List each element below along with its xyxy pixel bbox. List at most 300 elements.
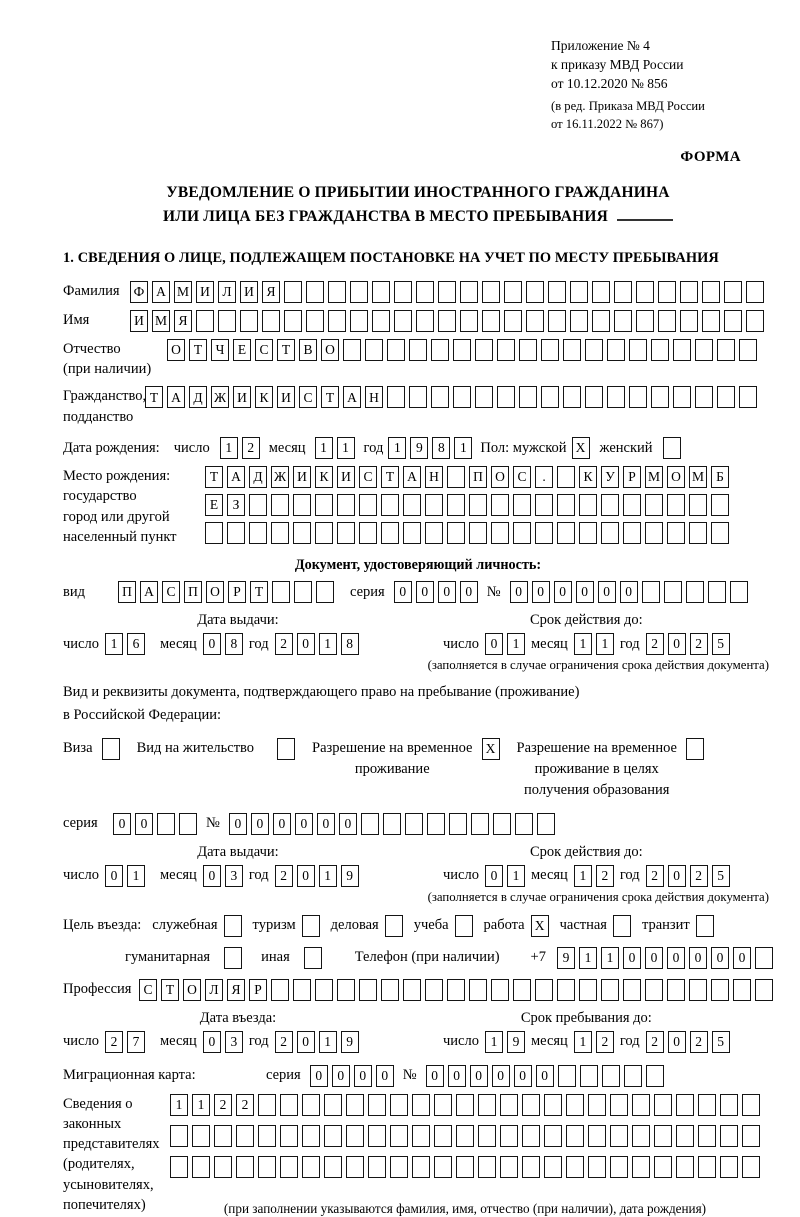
char-box[interactable]: И [337,466,355,488]
char-box[interactable]: О [491,466,509,488]
char-box[interactable] [478,1156,496,1178]
char-box[interactable] [368,1094,386,1116]
char-box[interactable]: А [403,466,421,488]
char-box[interactable]: Б [711,466,729,488]
char-box[interactable] [337,522,355,544]
char-box[interactable] [623,522,641,544]
char-box[interactable]: Р [249,979,267,1001]
char-box[interactable] [676,1125,694,1147]
char-box[interactable] [541,339,559,361]
char-box[interactable]: М [152,310,170,332]
char-box[interactable]: О [667,466,685,488]
char-box[interactable]: О [183,979,201,1001]
char-box[interactable] [272,581,290,603]
char-box[interactable]: 9 [410,437,428,459]
char-box[interactable] [563,386,581,408]
char-box[interactable]: С [513,466,531,488]
char-box[interactable] [557,494,575,516]
char-box[interactable] [456,1125,474,1147]
char-box[interactable]: К [579,466,597,488]
char-box[interactable]: 0 [668,633,686,655]
char-box[interactable] [236,1156,254,1178]
char-box[interactable] [394,281,412,303]
char-box[interactable] [350,310,368,332]
char-box[interactable] [548,281,566,303]
char-box[interactable]: А [167,386,185,408]
char-box[interactable]: 0 [460,581,478,603]
char-box[interactable] [730,581,748,603]
purpose-work-checkbox[interactable]: X [531,915,549,937]
char-box[interactable] [431,339,449,361]
char-box[interactable] [673,339,691,361]
char-box[interactable]: Е [205,494,223,516]
char-box[interactable]: 1 [319,1031,337,1053]
char-box[interactable] [403,979,421,1001]
char-box[interactable]: 3 [225,1031,243,1053]
char-box[interactable] [541,386,559,408]
char-box[interactable] [497,339,515,361]
char-box[interactable] [316,581,334,603]
char-box[interactable]: 0 [554,581,572,603]
char-box[interactable]: Ч [211,339,229,361]
char-box[interactable] [651,339,669,361]
char-box[interactable] [359,979,377,1001]
char-box[interactable] [689,522,707,544]
char-box[interactable] [566,1094,584,1116]
char-box[interactable] [664,581,682,603]
char-box[interactable] [447,466,465,488]
char-box[interactable]: Д [249,466,267,488]
char-box[interactable] [249,522,267,544]
char-box[interactable]: 1 [579,947,597,969]
char-box[interactable] [361,813,379,835]
char-box[interactable] [708,581,726,603]
char-box[interactable] [535,522,553,544]
char-box[interactable] [328,310,346,332]
char-box[interactable] [469,494,487,516]
char-box[interactable] [646,1065,664,1087]
char-box[interactable] [702,281,720,303]
char-box[interactable] [262,310,280,332]
char-box[interactable]: 1 [601,947,619,969]
char-box[interactable] [755,979,773,1001]
char-box[interactable] [717,339,735,361]
char-box[interactable] [170,1125,188,1147]
char-box[interactable] [328,281,346,303]
char-box[interactable] [412,1125,430,1147]
char-box[interactable]: 0 [485,865,503,887]
char-box[interactable] [698,1125,716,1147]
char-box[interactable] [403,522,421,544]
char-box[interactable]: 0 [203,865,221,887]
char-box[interactable]: 9 [557,947,575,969]
char-box[interactable] [526,310,544,332]
char-box[interactable] [588,1125,606,1147]
char-box[interactable] [427,813,445,835]
char-box[interactable] [293,979,311,1001]
char-box[interactable] [416,281,434,303]
char-box[interactable] [343,339,361,361]
char-box[interactable] [390,1094,408,1116]
char-box[interactable] [205,522,223,544]
char-box[interactable]: О [206,581,224,603]
char-box[interactable]: 2 [596,1031,614,1053]
char-box[interactable] [742,1156,760,1178]
char-box[interactable] [460,310,478,332]
char-box[interactable] [258,1125,276,1147]
char-box[interactable]: 8 [341,633,359,655]
char-box[interactable] [372,281,390,303]
char-box[interactable]: 0 [135,813,153,835]
char-box[interactable]: М [645,466,663,488]
char-box[interactable] [623,494,641,516]
char-box[interactable] [359,522,377,544]
char-box[interactable]: С [139,979,157,1001]
char-box[interactable] [570,310,588,332]
char-box[interactable]: 0 [426,1065,444,1087]
char-box[interactable] [580,1065,598,1087]
char-box[interactable] [434,1156,452,1178]
char-box[interactable]: Т [145,386,163,408]
char-box[interactable]: Л [205,979,223,1001]
char-box[interactable] [746,281,764,303]
char-box[interactable]: Т [381,466,399,488]
char-box[interactable]: О [167,339,185,361]
char-box[interactable]: 1 [220,437,238,459]
char-box[interactable] [346,1156,364,1178]
purpose-private-checkbox[interactable] [613,915,631,937]
char-box[interactable]: 0 [113,813,131,835]
char-box[interactable] [381,979,399,1001]
char-box[interactable] [558,1065,576,1087]
char-box[interactable]: 8 [432,437,450,459]
char-box[interactable]: 1 [105,633,123,655]
char-box[interactable] [676,1156,694,1178]
char-box[interactable] [585,339,603,361]
char-box[interactable] [667,494,685,516]
char-box[interactable] [585,386,603,408]
char-box[interactable]: О [321,339,339,361]
char-box[interactable] [258,1094,276,1116]
char-box[interactable] [447,494,465,516]
char-box[interactable] [526,281,544,303]
char-box[interactable] [284,310,302,332]
char-box[interactable] [720,1125,738,1147]
char-box[interactable] [324,1094,342,1116]
char-box[interactable] [658,281,676,303]
char-box[interactable]: И [233,386,251,408]
purpose-official-checkbox[interactable] [224,915,242,937]
char-box[interactable] [425,979,443,1001]
char-box[interactable] [522,1156,540,1178]
char-box[interactable] [478,1094,496,1116]
char-box[interactable] [500,1156,518,1178]
char-box[interactable]: 0 [376,1065,394,1087]
char-box[interactable] [654,1125,672,1147]
char-box[interactable]: С [162,581,180,603]
char-box[interactable] [711,494,729,516]
char-box[interactable] [394,310,412,332]
char-box[interactable] [676,1094,694,1116]
char-box[interactable]: Т [189,339,207,361]
char-box[interactable]: Ж [211,386,229,408]
char-box[interactable]: 1 [507,865,525,887]
char-box[interactable]: П [118,581,136,603]
char-box[interactable] [645,979,663,1001]
char-box[interactable]: 5 [712,865,730,887]
char-box[interactable] [409,339,427,361]
char-box[interactable] [249,494,267,516]
char-box[interactable] [563,339,581,361]
char-box[interactable] [157,813,175,835]
char-box[interactable]: 1 [454,437,472,459]
char-box[interactable] [557,466,575,488]
char-box[interactable] [434,1094,452,1116]
char-box[interactable] [695,339,713,361]
char-box[interactable] [293,494,311,516]
char-box[interactable]: 2 [646,865,664,887]
temp-residence-education-checkbox[interactable] [686,738,704,760]
purpose-study-checkbox[interactable] [455,915,473,937]
char-box[interactable]: 0 [485,633,503,655]
char-box[interactable]: 1 [574,1031,592,1053]
char-box[interactable]: 0 [203,1031,221,1053]
char-box[interactable] [733,979,751,1001]
char-box[interactable] [460,281,478,303]
char-box[interactable]: И [277,386,295,408]
char-box[interactable] [544,1094,562,1116]
char-box[interactable]: Р [623,466,641,488]
char-box[interactable] [689,979,707,1001]
char-box[interactable]: Я [227,979,245,1001]
char-box[interactable]: 1 [127,865,145,887]
char-box[interactable]: Т [277,339,295,361]
char-box[interactable] [491,979,509,1001]
char-box[interactable]: Н [425,466,443,488]
char-box[interactable] [337,979,355,1001]
char-box[interactable] [658,310,676,332]
char-box[interactable] [629,386,647,408]
char-box[interactable]: 0 [297,633,315,655]
char-box[interactable]: И [196,281,214,303]
char-box[interactable]: 0 [510,581,528,603]
char-box[interactable] [537,813,555,835]
char-box[interactable] [475,339,493,361]
char-box[interactable]: 0 [332,1065,350,1087]
char-box[interactable] [284,281,302,303]
char-box[interactable] [383,813,401,835]
char-box[interactable] [566,1125,584,1147]
char-box[interactable]: С [255,339,273,361]
char-box[interactable] [689,494,707,516]
char-box[interactable]: 9 [341,865,359,887]
char-box[interactable] [513,979,531,1001]
char-box[interactable] [302,1094,320,1116]
char-box[interactable] [535,979,553,1001]
char-box[interactable] [302,1125,320,1147]
purpose-humanitarian-checkbox[interactable] [224,947,242,969]
char-box[interactable] [632,1156,650,1178]
char-box[interactable] [636,281,654,303]
char-box[interactable]: 0 [733,947,751,969]
char-box[interactable]: 9 [507,1031,525,1053]
char-box[interactable] [629,339,647,361]
char-box[interactable] [601,979,619,1001]
char-box[interactable]: 1 [388,437,406,459]
purpose-other-checkbox[interactable] [304,947,322,969]
char-box[interactable] [566,1156,584,1178]
char-box[interactable] [359,494,377,516]
char-box[interactable] [610,1125,628,1147]
char-box[interactable]: Л [218,281,236,303]
char-box[interactable]: М [689,466,707,488]
temp-residence-checkbox[interactable]: X [482,738,500,760]
char-box[interactable] [271,979,289,1001]
char-box[interactable] [416,310,434,332]
char-box[interactable] [447,522,465,544]
char-box[interactable]: 0 [229,813,247,835]
char-box[interactable] [557,979,575,1001]
char-box[interactable] [519,386,537,408]
char-box[interactable] [368,1125,386,1147]
char-box[interactable] [570,281,588,303]
char-box[interactable] [645,494,663,516]
char-box[interactable] [293,522,311,544]
char-box[interactable] [522,1094,540,1116]
char-box[interactable] [579,979,597,1001]
char-box[interactable] [365,339,383,361]
char-box[interactable] [240,310,258,332]
char-box[interactable]: 0 [297,865,315,887]
char-box[interactable]: И [130,310,148,332]
char-box[interactable] [447,979,465,1001]
char-box[interactable] [434,1125,452,1147]
char-box[interactable] [645,522,663,544]
char-box[interactable] [601,522,619,544]
char-box[interactable]: 0 [251,813,269,835]
char-box[interactable]: 2 [275,633,293,655]
char-box[interactable] [742,1125,760,1147]
char-box[interactable]: С [299,386,317,408]
char-box[interactable]: 0 [310,1065,328,1087]
char-box[interactable]: 0 [667,947,685,969]
char-box[interactable] [632,1125,650,1147]
char-box[interactable]: 0 [438,581,456,603]
char-box[interactable]: 2 [275,865,293,887]
char-box[interactable] [471,813,489,835]
char-box[interactable] [544,1156,562,1178]
char-box[interactable] [614,310,632,332]
char-box[interactable] [654,1094,672,1116]
char-box[interactable] [614,281,632,303]
char-box[interactable]: 0 [295,813,313,835]
char-box[interactable] [390,1156,408,1178]
char-box[interactable] [500,1094,518,1116]
char-box[interactable]: Н [365,386,383,408]
char-box[interactable] [504,310,522,332]
char-box[interactable] [236,1125,254,1147]
char-box[interactable] [592,281,610,303]
char-box[interactable]: 1 [574,633,592,655]
char-box[interactable]: 0 [394,581,412,603]
char-box[interactable] [315,494,333,516]
char-box[interactable] [218,310,236,332]
char-box[interactable] [431,386,449,408]
char-box[interactable] [491,494,509,516]
char-box[interactable] [720,1094,738,1116]
char-box[interactable] [469,979,487,1001]
char-box[interactable] [381,522,399,544]
char-box[interactable]: 5 [712,633,730,655]
char-box[interactable] [535,494,553,516]
char-box[interactable] [315,522,333,544]
char-box[interactable] [493,813,511,835]
char-box[interactable] [478,1125,496,1147]
char-box[interactable]: 0 [645,947,663,969]
char-box[interactable] [491,522,509,544]
char-box[interactable] [607,386,625,408]
char-box[interactable]: У [601,466,619,488]
char-box[interactable]: Я [174,310,192,332]
char-box[interactable] [610,1156,628,1178]
char-box[interactable] [519,339,537,361]
char-box[interactable] [610,1094,628,1116]
char-box[interactable] [739,386,757,408]
char-box[interactable]: 0 [620,581,638,603]
char-box[interactable] [294,581,312,603]
char-box[interactable] [513,522,531,544]
char-box[interactable]: 1 [507,633,525,655]
char-box[interactable] [642,581,660,603]
char-box[interactable] [456,1156,474,1178]
char-box[interactable] [381,494,399,516]
char-box[interactable] [271,522,289,544]
char-box[interactable] [390,1125,408,1147]
char-box[interactable]: 9 [341,1031,359,1053]
char-box[interactable]: 2 [646,633,664,655]
char-box[interactable]: 0 [297,1031,315,1053]
char-box[interactable] [350,281,368,303]
char-box[interactable]: 1 [596,633,614,655]
char-box[interactable] [469,522,487,544]
char-box[interactable] [548,310,566,332]
char-box[interactable]: 6 [127,633,145,655]
char-box[interactable] [346,1125,364,1147]
char-box[interactable]: Т [161,979,179,1001]
char-box[interactable] [412,1156,430,1178]
char-box[interactable] [453,339,471,361]
char-box[interactable] [632,1094,650,1116]
char-box[interactable]: 5 [712,1031,730,1053]
char-box[interactable]: Ф [130,281,148,303]
char-box[interactable] [755,947,773,969]
char-box[interactable]: 2 [105,1031,123,1053]
char-box[interactable]: 0 [317,813,335,835]
char-box[interactable] [425,494,443,516]
char-box[interactable]: Т [321,386,339,408]
char-box[interactable]: 2 [596,865,614,887]
char-box[interactable]: 8 [225,633,243,655]
char-box[interactable]: Т [250,581,268,603]
char-box[interactable]: 1 [170,1094,188,1116]
char-box[interactable]: 2 [690,633,708,655]
char-box[interactable]: 0 [711,947,729,969]
char-box[interactable] [405,813,423,835]
char-box[interactable] [680,310,698,332]
char-box[interactable]: 3 [225,865,243,887]
char-box[interactable]: 1 [485,1031,503,1053]
char-box[interactable] [544,1125,562,1147]
